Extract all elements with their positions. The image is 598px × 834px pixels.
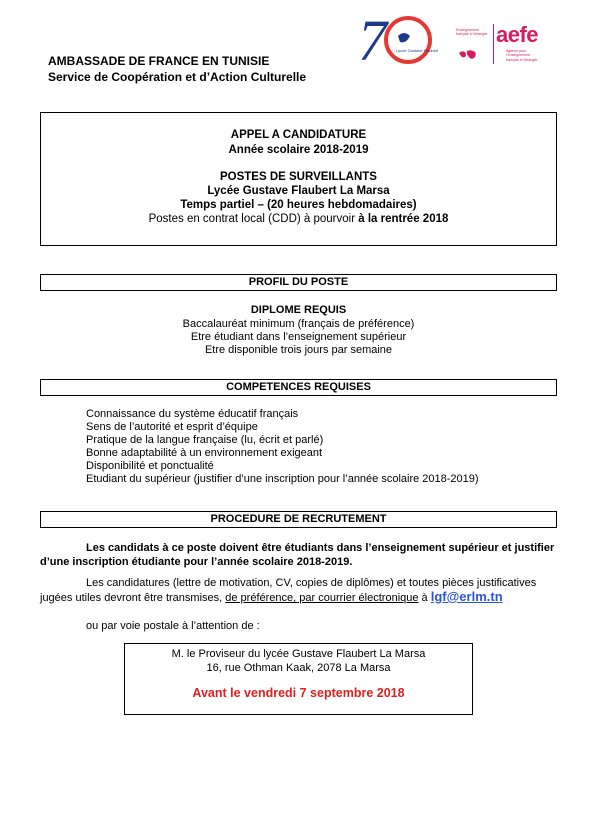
school-name: Lycée Gustave Flaubert La Marsa: [207, 185, 390, 197]
profil-line: Etre disponible trois jours par semaine: [204, 344, 393, 356]
address-street: 16, rue Othman Kaak, 2078 La Marsa: [206, 662, 391, 674]
competence-item: Bonne adaptabilité à un environnement exigeant: [86, 447, 323, 459]
competence-item: Sens de l’autorité et esprit d’équipe: [86, 421, 258, 433]
position-title: POSTES DE SURVEILLANTS: [220, 171, 377, 183]
aefe-divider: [493, 24, 494, 64]
svg-text:7: 7: [358, 10, 387, 72]
competences-heading: COMPETENCES REQUISES: [40, 379, 557, 396]
procedure-paragraph-2: Les candidatures (lettre de motivation, CV, copies de diplômes) et toutes pièces justificatives jugées utiles devront être transmises, de préférence, par courrier électronique à lgf@erlm.tn: [40, 577, 537, 604]
diploma-heading: DIPLOME REQUIS: [250, 304, 347, 316]
competence-item: Disponibilité et ponctualité: [86, 460, 214, 472]
aefe-tagline-right: Agence pour l’enseignement français à l’étranger: [506, 49, 538, 62]
aefe-wordmark: aefe: [496, 22, 539, 47]
competence-item: Connaissance du système éducatif français: [86, 408, 299, 420]
procedure-paragraph-1: Les candidats à ce poste doivent être étudiants dans l’enseignement supérieur et justifier d’une inscription étudiante pour l’année scolaire 2018-2019.: [40, 542, 555, 568]
email-link[interactable]: lgf@erlm.tn: [430, 589, 503, 604]
embassy-name: AMBASSADE DE FRANCE EN TUNISIE: [48, 54, 270, 68]
contract-info: Postes en contrat local (CDD) à pourvoir à la rentrée 2018: [148, 213, 449, 225]
address-recipient: M. le Proviseur du lycée Gustave Flaubert La Marsa: [171, 648, 426, 660]
competence-item: Pratique de la langue française (lu, écrit et parlé): [86, 434, 324, 446]
competence-item: Etudiant du supérieur (justifier d’une inscription pour l’année scolaire 2018-2019): [86, 473, 479, 485]
school-year: Année scolaire 2018-2019: [228, 144, 369, 156]
aefe-logo: [452, 22, 552, 66]
work-time: Temps partiel – (20 heures hebdomadaires): [180, 199, 417, 211]
profil-heading: PROFIL DU POSTE: [40, 274, 557, 291]
seventy-years-logo: [358, 10, 438, 72]
profil-line: Baccalauréat minimum (français de préférence): [182, 318, 415, 330]
address-box: [124, 643, 473, 715]
service-name: Service de Coopération et d’Action Culturelle: [48, 70, 307, 84]
deadline: Avant le vendredi 7 septembre 2018: [192, 686, 405, 700]
procedure-heading: PROCEDURE DE RECRUTEMENT: [40, 511, 557, 528]
seventy-logo-caption: Lycée Gustave Flaubert: [396, 48, 438, 53]
profil-line: Etre étudiant dans l’enseignement supérieur: [190, 331, 407, 343]
title-box: [40, 112, 557, 246]
postal-intro: ou par voie postale à l’attention de :: [86, 620, 260, 632]
world-map-icon: [458, 48, 478, 62]
aefe-tagline-left: Enseignement français à l’étranger: [456, 28, 488, 37]
call-title: APPEL A CANDIDATURE: [230, 129, 367, 141]
